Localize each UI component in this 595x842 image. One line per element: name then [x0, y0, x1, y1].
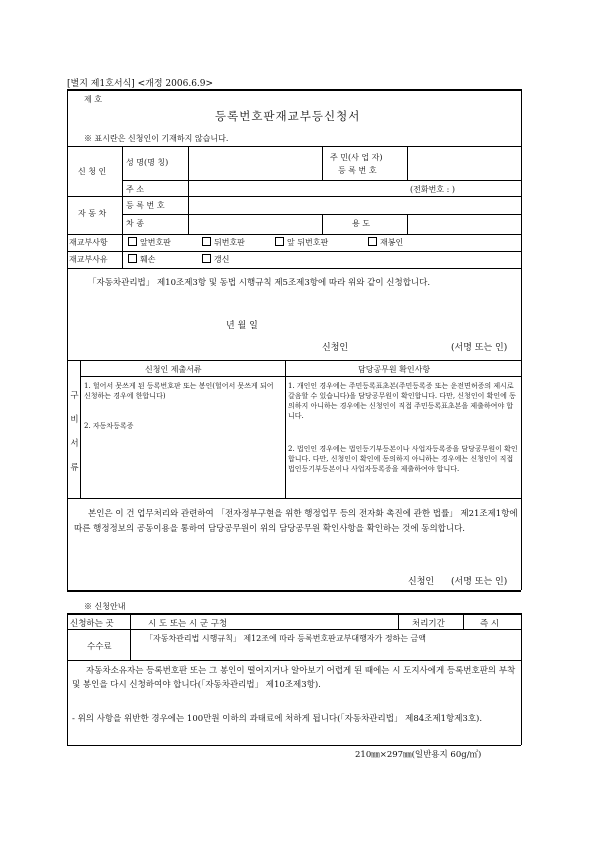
- receipt-number-label: 제 호: [84, 95, 102, 104]
- address-label: 주 소: [126, 185, 144, 194]
- vehicle-reg-label: 등 록 번 호: [126, 201, 165, 210]
- date-line: 년 월 일: [226, 321, 258, 331]
- checkbox-front-rear[interactable]: 앞 뒤번호판: [275, 237, 328, 248]
- sign-note: (서명 또는 인): [451, 343, 508, 353]
- vehicle-model-label: 차 종: [126, 219, 144, 228]
- checkbox-renewal[interactable]: 갱신: [202, 254, 229, 265]
- checkbox-reseal[interactable]: 재봉인: [368, 237, 403, 248]
- frame-bottom: [67, 590, 521, 592]
- phone-label: (전화번호 : ): [410, 185, 455, 194]
- shade-note: ※ 표시란은 신청인이 기재하지 않습니다.: [84, 134, 229, 143]
- consent-sign-note: (서명 또는 인): [451, 577, 508, 587]
- fee-label: 수수료: [87, 642, 112, 652]
- submit-docs-header: 신청인 제출서류: [145, 365, 202, 374]
- checkbox-front[interactable]: 앞번호판: [128, 237, 171, 248]
- period-value: 즉 시: [480, 619, 500, 629]
- check-docs-header: 담당공무원 확인사항: [358, 365, 431, 374]
- guide-title: ※ 신청안내: [84, 602, 126, 611]
- checkbox-damaged[interactable]: 훼손: [128, 254, 155, 265]
- vehicle-label: 자 동 차: [78, 209, 107, 218]
- name-label: 성 명(명 칭): [126, 158, 169, 167]
- period-label: 처리기간: [412, 619, 445, 629]
- consent-text: 본인은 이 건 업무처리와 관련하여 「전자정부구현을 위한 행정업무 등의 전자화 촉진에 관한 법률」 제21조제1항에 따른 행정정보의 공동이용을 통하여 담당공무원이 위의 담당공무원 확인사항을 확인하는 것에 동의합니다.: [74, 509, 518, 534]
- fee-value: 「자동차관리법 시행규칙」 제12조에 따라 등록번호판교부대행자가 정하는 금액: [145, 634, 427, 643]
- vehicle-use-label: 용 도: [352, 219, 370, 228]
- frame-left: [67, 89, 68, 590]
- check-item-1: 1. 개인인 경우에는 주민등록표초본(주민등록증 또는 운전면허증의 제시로 갈음할 수 있습니다)을 담당공무원이 확인합니다. 다만, 신청인이 확인에 동의하지 아니하는 경우에는 신청인이 직접 주민등록표초본을 제출하여야 합니다.: [288, 382, 516, 420]
- checkbox-rear[interactable]: 뒤번호판: [202, 237, 245, 248]
- guide-note-2: - 위의 사항을 위반한 경우에는 100만원 이하의 과태료에 처하게 됩니다(「자동차관리법」 제84조제1항제3호).: [72, 714, 483, 724]
- applicant-sign-label: 신청인: [322, 343, 349, 353]
- reissue-reasons-label: 재교부사유: [69, 255, 108, 264]
- check-item-2: 2. 법인인 경우에는 법인등기부등본이나 사업자등록증을 담당공무원이 확인합니다. 다만, 신청인이 확인에 동의하지 아니하는 경우에는 신청인이 직접 법인등기부등본이나 사업자등록증을 제출하여야 합니다.: [288, 445, 518, 473]
- reissue-items-label: 재교부사항: [69, 238, 108, 247]
- submit-item-1: 1. 헐어서 못쓰게 된 등록번호판 또는 봉인(헐어서 못쓰게 되어 신청하는 경우에 한합니다): [84, 382, 274, 400]
- id-label-1: 주 민(사 업 자): [330, 153, 383, 162]
- form-number: [별지 제1호서식] <개정 2006.6.9>: [67, 79, 214, 89]
- page-title: 등록번호판재교부등신청서: [215, 109, 361, 123]
- paper-spec: 210㎜×297㎜(일반용지 60g/㎡): [355, 750, 482, 760]
- submit-item-2: 2. 자동차등록증: [84, 422, 134, 430]
- frame-top: [67, 89, 521, 91]
- application-statement: 「자동차관리법」 제10조제3항 및 동법 시행규칙 제5조제3항에 따라 위와 같이 신청합니다.: [88, 278, 431, 288]
- where-value: 시 도 또는 시 군 구청: [148, 619, 228, 629]
- where-label: 신청하는 곳: [70, 619, 114, 629]
- consent-sign-label: 신청인: [408, 577, 435, 587]
- guide-note-1: 자동차소유자는 등록번호판 또는 그 봉인이 떨어지거나 알아보기 어렵게 된 때에는 시 도지사에게 등록번호판의 부착 및 봉인을 다시 신청하여야 합니다(「자동차관리법」 제10조제3항).: [72, 666, 516, 690]
- applicant-label: 신 청 인: [78, 167, 107, 176]
- frame-right: [521, 89, 522, 590]
- id-label-2: 등 록 번 호: [338, 166, 377, 175]
- docs-side-label: 구 비 서 류: [70, 391, 79, 473]
